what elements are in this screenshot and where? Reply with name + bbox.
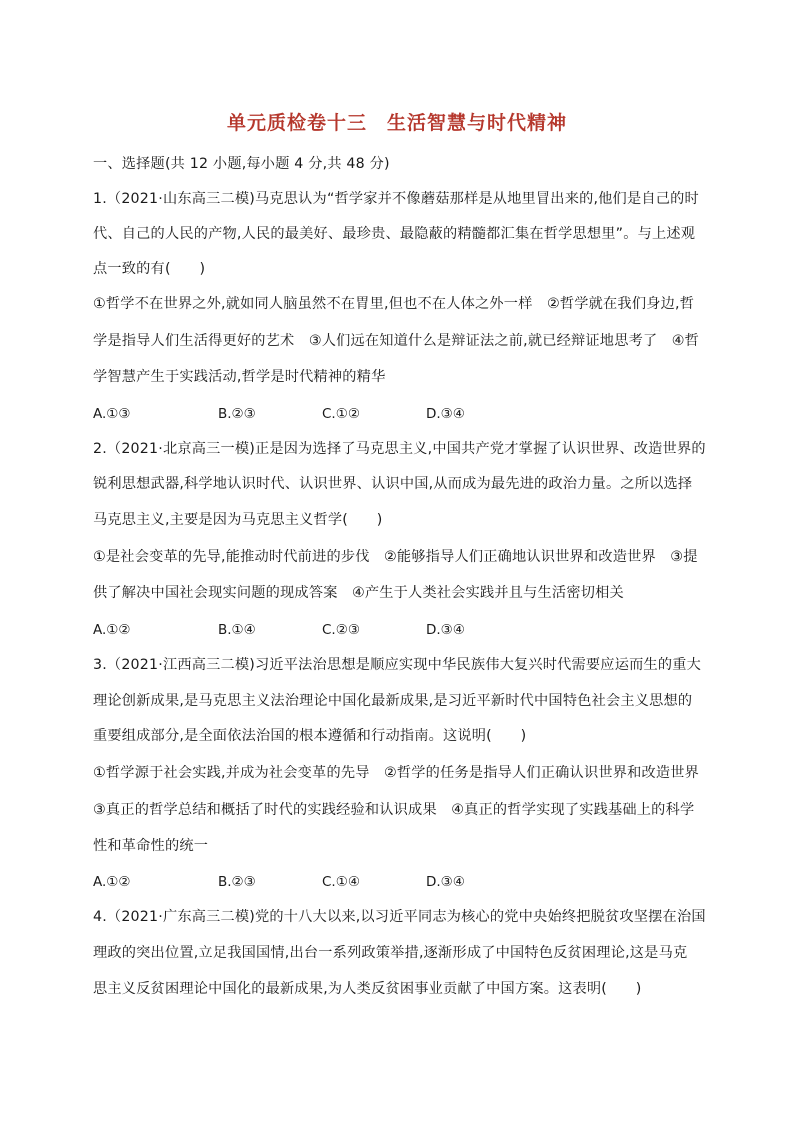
- option-c: C.①④: [322, 874, 360, 890]
- question-3-statement: 性和革命性的统一: [93, 838, 209, 854]
- question-3-statement: ①哲学源于社会实践,并成为社会变革的先导 ②哲学的任务是指导人们正确认识世界和改造世界: [93, 765, 700, 781]
- question-4-line: 思主义反贫困理论中国化的最新成果,为人类反贫困事业贡献了中国方案。这表明( ): [93, 981, 642, 997]
- question-3-statement: ③真正的哲学总结和概括了时代的实践经验和认识成果 ④真正的哲学实现了实践基础上的科学: [93, 802, 695, 818]
- option-c: C.②③: [322, 622, 360, 638]
- question-1-line: 1.（2021·山东高三二模)马克思认为“哲学家并不像蘑菇那样是从地里冒出来的,他们是自己的时: [93, 191, 699, 207]
- option-b: B.②③: [218, 874, 256, 890]
- question-1-line: 代、自己的人民的产物,人民的最美好、最珍贵、最隐蔽的精髓都汇集在哲学思想里”。与上述观: [93, 226, 696, 242]
- question-4-line: 4.（2021·广东高三二模)党的十八大以来,以习近平同志为核心的党中央始终把脱贫攻坚摆在治国: [93, 909, 706, 925]
- question-1-statement: 学是指导人们生活得更好的艺术 ③人们远在知道什么是辩证法之前,就已经辩证地思考了 ④哲: [93, 333, 700, 349]
- question-2-line: 2.（2021·北京高三一模)正是因为选择了马克思主义,中国共产党才掌握了认识世界、改造世界的: [93, 441, 706, 457]
- question-2-statement: ①是社会变革的先导,能推动时代前进的步伐 ②能够指导人们正确地认识世界和改造世界 ③提: [93, 549, 698, 565]
- question-2-line: 马克思主义,主要是因为马克思主义哲学( ): [93, 512, 383, 528]
- option-b: B.②③: [218, 406, 256, 422]
- question-3-line: 3.（2021·江西高三二模)习近平法治思想是顺应实现中华民族伟大复兴时代需要应运而生的重大: [93, 657, 702, 673]
- question-2-line: 锐利思想武器,科学地认识时代、认识世界、认识中国,从而成为最先进的政治力量。之所以选择: [93, 476, 693, 492]
- option-b: B.①④: [218, 622, 256, 638]
- question-3-line: 理论创新成果,是马克思主义法治理论中国化最新成果,是习近平新时代中国特色社会主义思想的: [93, 693, 693, 709]
- question-1-statement: 学智慧产生于实践活动,哲学是时代精神的精华: [93, 369, 386, 385]
- option-d: D.③④: [426, 622, 465, 638]
- section-heading: 一、选择题(共 12 小题,每小题 4 分,共 48 分): [93, 156, 390, 172]
- question-1-line: 点一致的有( ): [93, 261, 206, 277]
- question-1-statement: ①哲学不在世界之外,就如同人脑虽然不在胃里,但也不在人体之外一样 ②哲学就在我们身边,哲: [93, 296, 695, 312]
- question-3-line: 重要组成部分,是全面依法治国的根本遵循和行动指南。这说明( ): [93, 728, 527, 744]
- question-4-line: 理政的突出位置,立足我国国情,出台一系列政策举措,逐渐形成了中国特色反贫困理论,这是马克: [93, 945, 688, 961]
- option-d: D.③④: [426, 406, 465, 422]
- document-title: 单元质检卷十三 生活智慧与时代精神: [226, 112, 567, 134]
- option-c: C.①②: [322, 406, 360, 422]
- question-2-statement: 供了解决中国社会现实问题的现成答案 ④产生于人类社会实践并且与生活密切相关: [93, 585, 624, 601]
- option-a: A.①③: [93, 406, 131, 422]
- option-a: A.①②: [93, 622, 131, 638]
- option-a: A.①②: [93, 874, 131, 890]
- option-d: D.③④: [426, 874, 465, 890]
